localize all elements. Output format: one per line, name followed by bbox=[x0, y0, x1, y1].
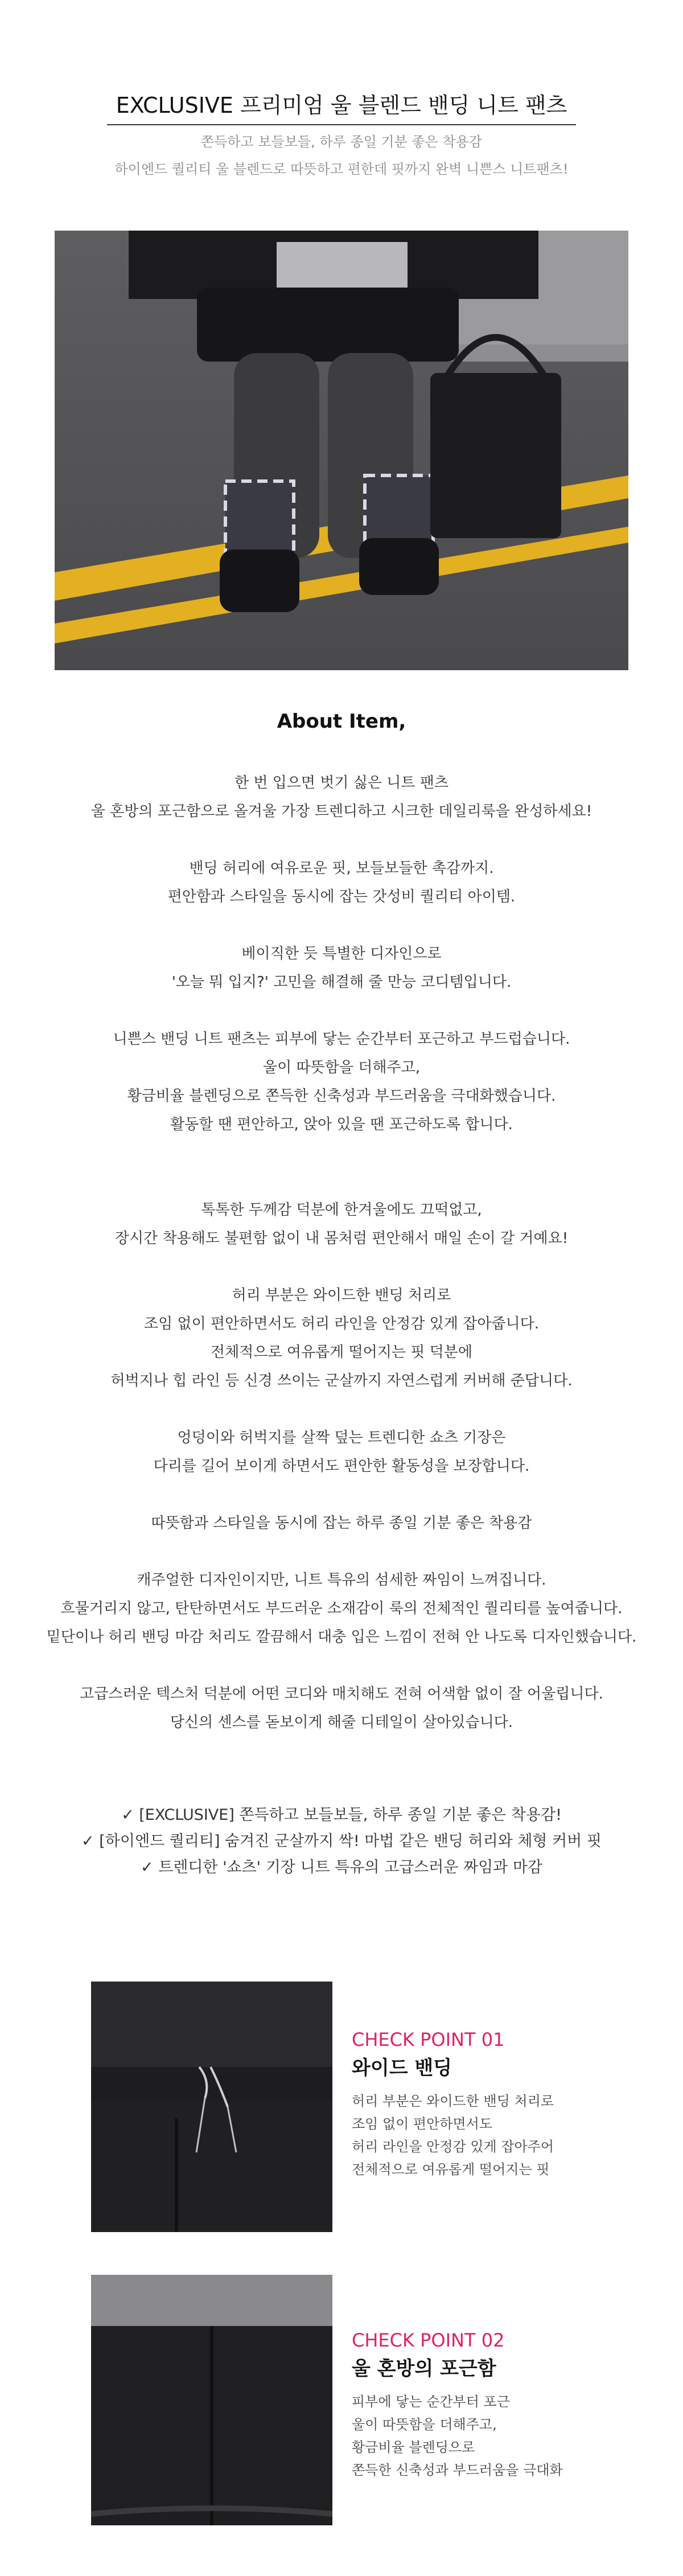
check-point-01-photo bbox=[91, 1982, 332, 2232]
subtitle-line: 쫀득하고 보들보들, 하루 종일 기분 좋은 착용감 bbox=[201, 134, 482, 150]
check-point-02 bbox=[352, 2329, 636, 2481]
check-point-label: CHECK POINT 01 bbox=[352, 2029, 505, 2050]
title-underline bbox=[107, 124, 576, 125]
product-photo-illustration bbox=[55, 231, 628, 670]
about-paragraph: 캐주얼한 디자인이지만, 니트 특유의 섬세한 짜임이 느껴집니다. 흐물거리지 않고, 탄탄하면서도 부드러운 소재감이 룩의 전체적인 퀄리티를 높여줍니다. 밑단이나 허리 밴딩 마감 처리도 깔끔해서 대충 입은 느낌이 전혀 안 나도록 디자인했습니다. bbox=[46, 1572, 637, 1646]
checklist-item: ✓ [하이엔드 퀄리티] 숨겨진 군살까지 싹! 마법 같은 밴딩 허리와 체형 커버 핏 bbox=[81, 1832, 602, 1850]
about-paragraph: 밴딩 허리에 여유로운 핏, 보들보들한 촉감까지. 편안함과 스타일을 동시에 잡는 갓성비 퀄리티 아이템. bbox=[167, 860, 516, 905]
about-paragraph: 허리 부분은 와이드한 밴딩 처리로 조임 없이 편안하면서도 허리 라인을 안정감 있게 잡아줍니다. 전체적으로 여유롭게 떨어지는 핏 덕분에 허벅지나 힙 라인 등 신경 쓰이는 군살까지 자연스럽게 커버해 준답니다. bbox=[110, 1287, 573, 1389]
check-point-label: CHECK POINT 02 bbox=[352, 2329, 505, 2351]
check-point-description: 피부에 닿는 순간부터 포근 울이 따뜻함을 더해주고, 황금비율 블렌딩으로 쫀득한 신축성과 부드러움을 극대화 bbox=[352, 2394, 563, 2478]
about-heading: About Item, bbox=[277, 710, 406, 733]
check-point-02-photo bbox=[91, 2275, 332, 2525]
check-point-description: 허리 부분은 와이드한 밴딩 처리로 조임 없이 편안하면서도 허리 라인을 안정감 있게 잡아주어 전체적으로 여유롭게 떨어지는 핏 bbox=[352, 2093, 554, 2177]
check-point-heading: 와이드 밴딩 bbox=[352, 2057, 452, 2079]
fabric-photo-illustration bbox=[91, 2275, 332, 2525]
about-paragraph: 엉덩이와 허벅지를 살짝 덮는 트렌디한 쇼츠 기장은 다리를 길어 보이게 하면서도 편안한 활동성을 보장합니다. bbox=[153, 1429, 530, 1475]
about-paragraph: 니쁜스 밴딩 니트 팬츠는 피부에 닿는 순간부터 포근하고 부드럽습니다. 울이 따뜻함을 더해주고, 황금비율 블렌딩으로 쫀득한 신축성과 부드러움을 극대화했습니다. 활동할 땐 편안하고, 앉아 있을 땐 포근하도록 합니다. bbox=[113, 1031, 570, 1133]
checklist-item: ✓ [EXCLUSIVE] 쫀득하고 보들보들, 하루 종일 기분 좋은 착용감! bbox=[121, 1806, 562, 1824]
check-point-heading: 울 혼방의 포근함 bbox=[352, 2357, 496, 2380]
about-paragraph: 한 번 입으면 벗기 싫은 니트 팬츠 울 혼방의 포근함으로 올겨울 가장 트렌디하고 시크한 데일리룩을 완성하세요! bbox=[90, 774, 593, 820]
checklist-item: ✓ 트렌디한 '쇼츠' 기장 니트 특유의 고급스러운 짜임과 마감 bbox=[140, 1859, 542, 1876]
product-photo-main bbox=[55, 231, 628, 670]
about-paragraph: 고급스러운 텍스처 덕분에 어떤 코디와 매치해도 전혀 어색함 없이 잘 어울립니다. 당신의 센스를 돋보이게 해줄 디테일이 살아있습니다. bbox=[80, 1685, 603, 1731]
subtitle-line: 하이엔드 퀄리티 울 블렌드로 따뜻하고 편한데 핏까지 완벽 니쁜스 니트팬츠! bbox=[114, 161, 569, 177]
about-paragraph: 베이직한 듯 특별한 디자인으로 '오늘 뭐 입지?' 고민을 해결해 줄 만능 코디템입니다. bbox=[171, 945, 512, 991]
about-paragraph: 톡톡한 두께감 덕분에 한겨울에도 끄떡없고, 장시간 착용해도 불편함 없이 내 몸처럼 편안해서 매일 손이 갈 거예요! bbox=[114, 1201, 569, 1247]
about-body bbox=[0, 769, 683, 1765]
feature-checklist bbox=[0, 1802, 683, 1881]
check-point-01 bbox=[352, 2028, 636, 2181]
waistband-photo-illustration bbox=[91, 1982, 332, 2232]
product-title: EXCLUSIVE 프리미엄 울 블렌드 밴딩 니트 팬츠 bbox=[116, 93, 567, 118]
about-paragraph: 따뜻함과 스타일을 동시에 잡는 하루 종일 기분 좋은 착용감 bbox=[151, 1515, 532, 1532]
